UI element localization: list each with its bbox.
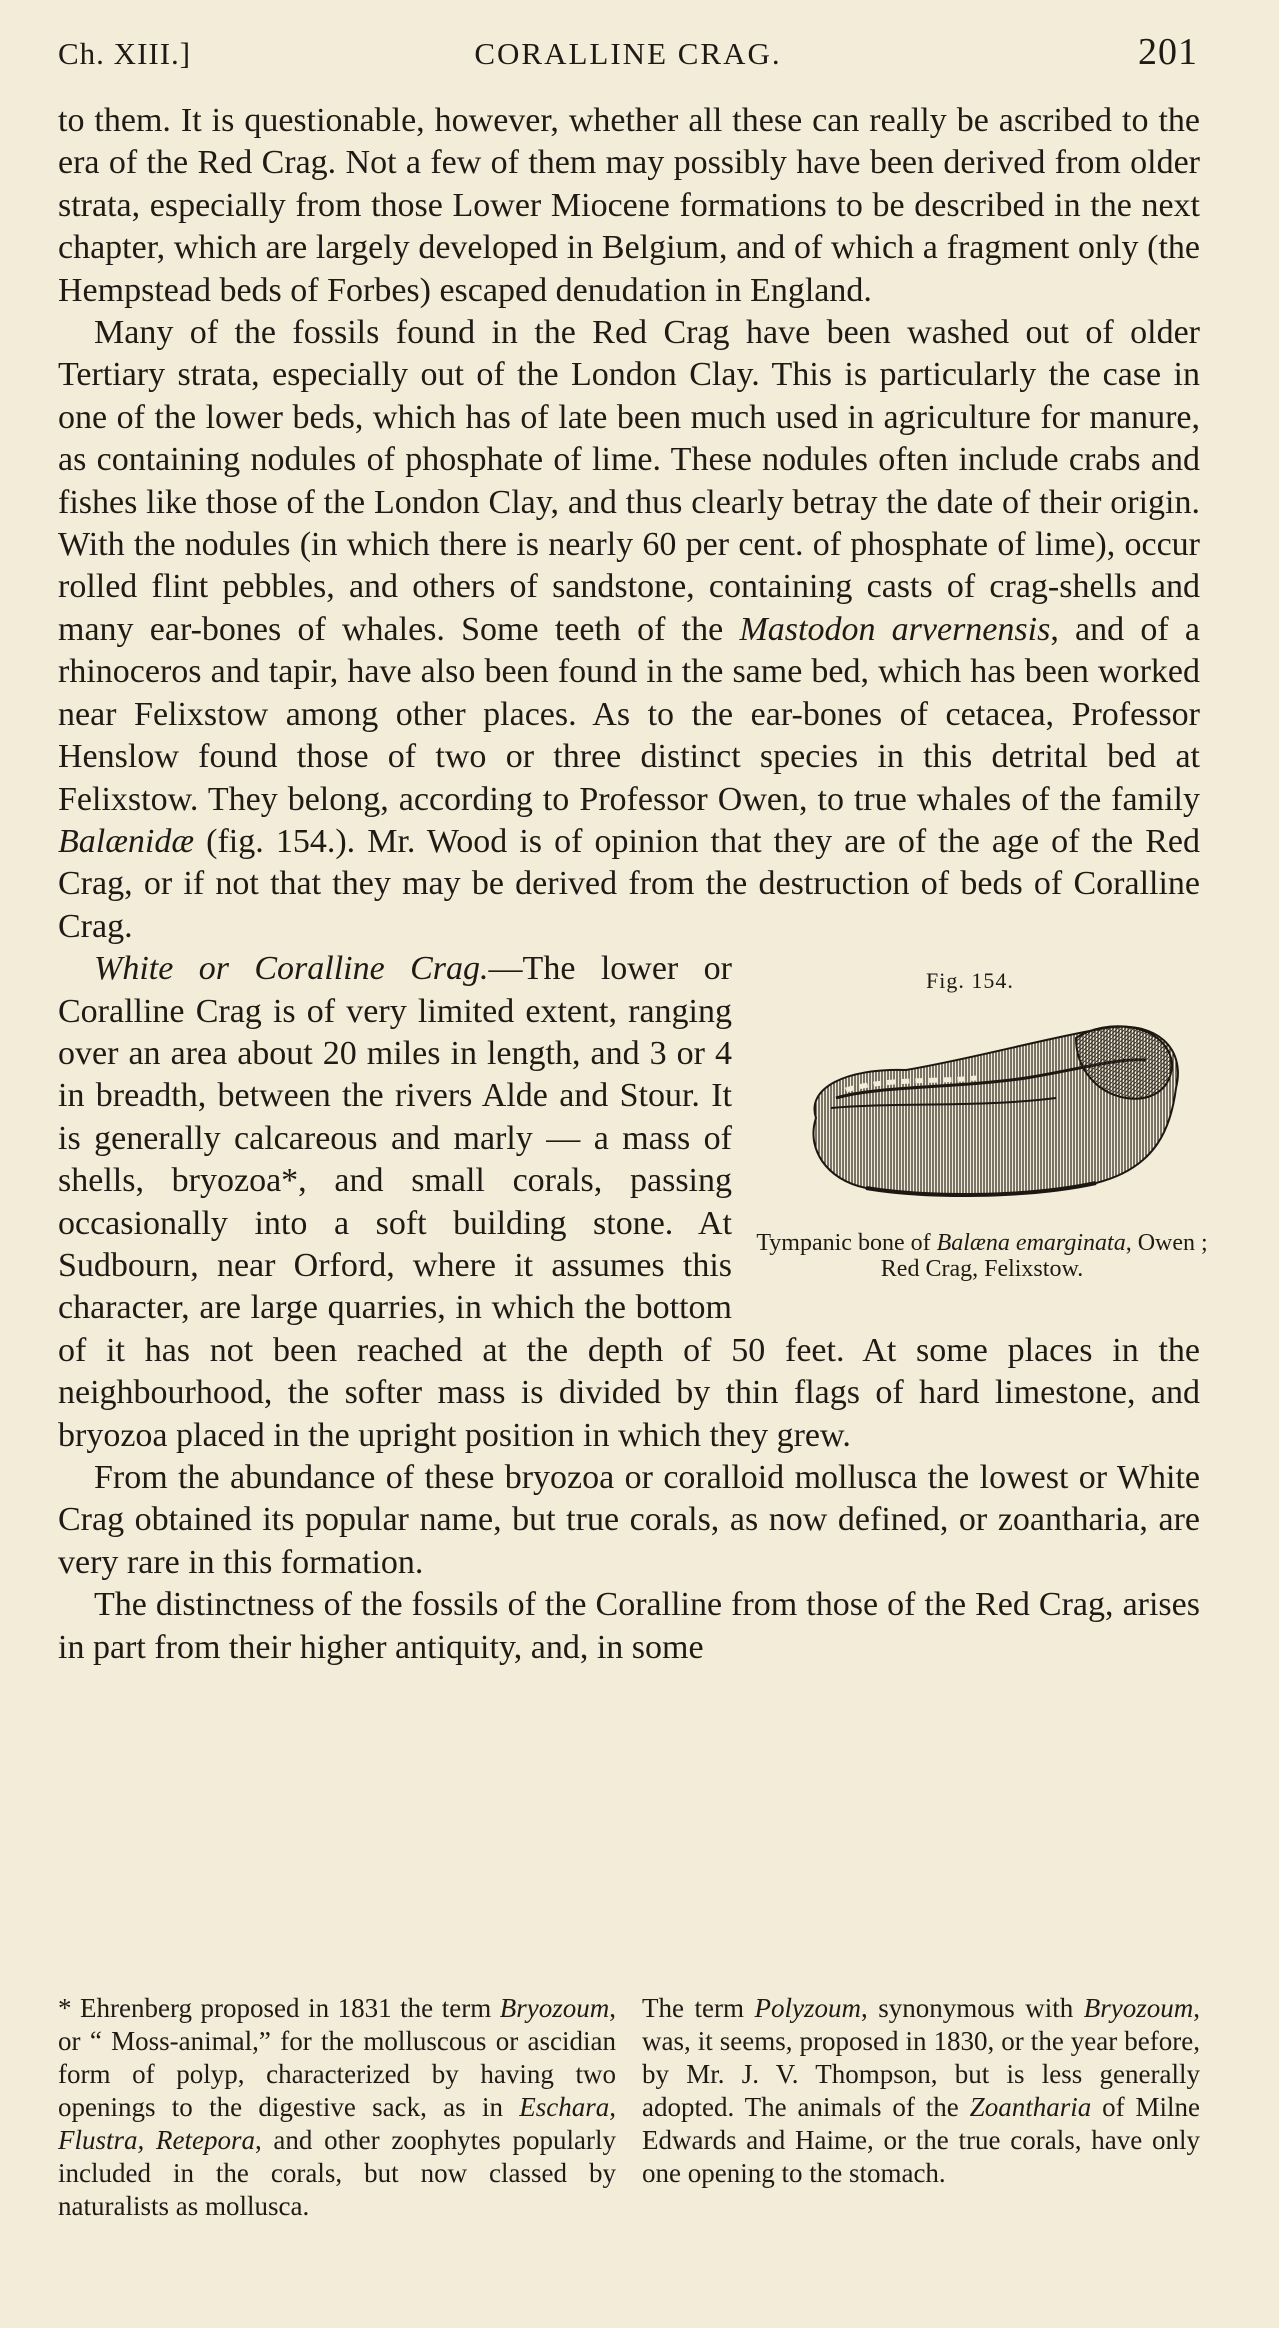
paragraph-2-text-c: (fig. 154.). Mr. Wood is of opinion that they are of the age of the Red Crag, or if not that they may be derived from the destruction of beds of Coralline Crag. (58, 822, 1200, 945)
figure-154 (756, 956, 1208, 1328)
caption-text-a: Tympanic bone of (756, 1230, 937, 1257)
paragraph-2-text-b: , and of a rhinoceros and tapir, have also been found in the same bed, which has been worked near Felixstow among other places. As to the ear-bones of cetacea, Professor Henslow found those of two or three distinct species in this detrital bed at Felixstow. They belong, according to Professor Owen, to true whales of the family (58, 610, 1200, 818)
paragraph-1: to them. It is questionable, however, whether all these can really be ascribed to the era of the Red Crag. Not a few of them may possibly have been derived from older strata, especially from those Lower Miocene formations to be described in the next chapter, which are largely developed in Belgium, and of which a fragment only (the Hempstead beds of Forbes) escaped denudation in England. (58, 102, 1200, 309)
paragraph-2-text-a: Many of the fossils found in the Red Crag have been washed out of older Tertiary strata, especially out of the London Clay. This is particularly the case in one of the lower beds, which has of late been much used in agriculture for manure, as containing nodules of phosphate of lime. These nodules often include crabs and fishes like those of the London Clay, and thus clearly betray the date of their origin. With the nodules (in which there is nearly 60 per cent. of phosphate of lime), occur rolled flint pebbles, and others of sandstone, containing casts of crag-shells and many ear-bones of whales. Some teeth of the (58, 314, 1200, 648)
fn-left-i2: Eschara, Flustra, Retepora (58, 2092, 616, 2155)
main-text (58, 100, 1208, 1669)
fn-left-c: , and other zoophytes popularly included in the corals, but now classed by naturalists as mollusca. (58, 2125, 616, 2221)
fn-right-c: , was, it seems, proposed in 1830, or the year before, by Mr. J. V. Thompson, but is less generally adopted. The animals of the (642, 1993, 1200, 2122)
caption-species: Balæna emarginata (936, 1230, 1126, 1257)
fn-left-i1: Bryozoum (499, 1993, 610, 2023)
caption-text-b: , Owen ; Red Crag, Felixstow. (880, 1230, 1208, 1283)
footnotes (58, 1992, 1200, 2223)
species-name-mastodon: Mastodon arvernensis (739, 610, 1051, 648)
section-heading-coralline-crag: White or Coralline Crag. (94, 950, 489, 988)
fn-right-b: , synonymous with (860, 1993, 1084, 2023)
running-title: CORALLINE CRAG. (474, 36, 782, 71)
family-name-balaenidae: Balænidæ (58, 822, 195, 860)
fn-left-a: * Ehrenberg proposed in 1831 the term (58, 1993, 500, 2023)
paragraph-2 (58, 312, 1200, 948)
fn-left-b: , or “ Moss-animal,” for the molluscous or ascidian form of polyp, characterized by having two openings to the digestive sack, as in (58, 1993, 616, 2122)
footnote-right (642, 1992, 1200, 2223)
fn-right-i3: Zoantharia (969, 2092, 1092, 2122)
chapter-label: Ch. XIII.] (58, 36, 192, 71)
figure-caption (752, 1230, 1212, 1282)
fn-right-i1: Polyzoum (754, 1993, 861, 2023)
paragraph-3-text: —The lower or Coralline Crag is of very limited extent, ranging over an area about 20 miles in length, and 3 or 4 in breadth, between the rivers Alde and Stour. It is generally calcareous and marly — a mass of shells, bryozoa*, and small corals, passing occasionally into a soft building stone. At Sudbourn, near Orford, where it assumes this character, are large quarries, in which the bottom of it has not been reached at the depth of 50 feet. At some places in the neighbourhood, the softer mass is divided by thin flags of hard limestone, and bryozoa placed in the upright position in which they grew. (58, 950, 1200, 1454)
page-number: 201 (1138, 31, 1198, 73)
figure-label: Fig. 154. (926, 968, 1014, 994)
tympanic-bone-illustration (776, 998, 1196, 1218)
fn-right-i2: Bryozoum (1083, 1993, 1194, 2023)
running-header (58, 31, 1198, 80)
paragraph-5: The distinctness of the fossils of the Coralline from those of the Red Crag, arises in part from their higher antiquity, and, in some (58, 1586, 1200, 1666)
footnote-left (58, 1992, 616, 2223)
paragraph-4: From the abundance of these bryozoa or coralloid mollusca the lowest or White Crag obtained its popular name, but true corals, as now defined, or zoantharia, are very rare in this formation. (58, 1459, 1200, 1581)
fn-right-d: of Milne Edwards and Haime, or the true corals, have only one opening to the stomach. (642, 2092, 1200, 2188)
fn-right-a: The term (642, 1993, 755, 2023)
